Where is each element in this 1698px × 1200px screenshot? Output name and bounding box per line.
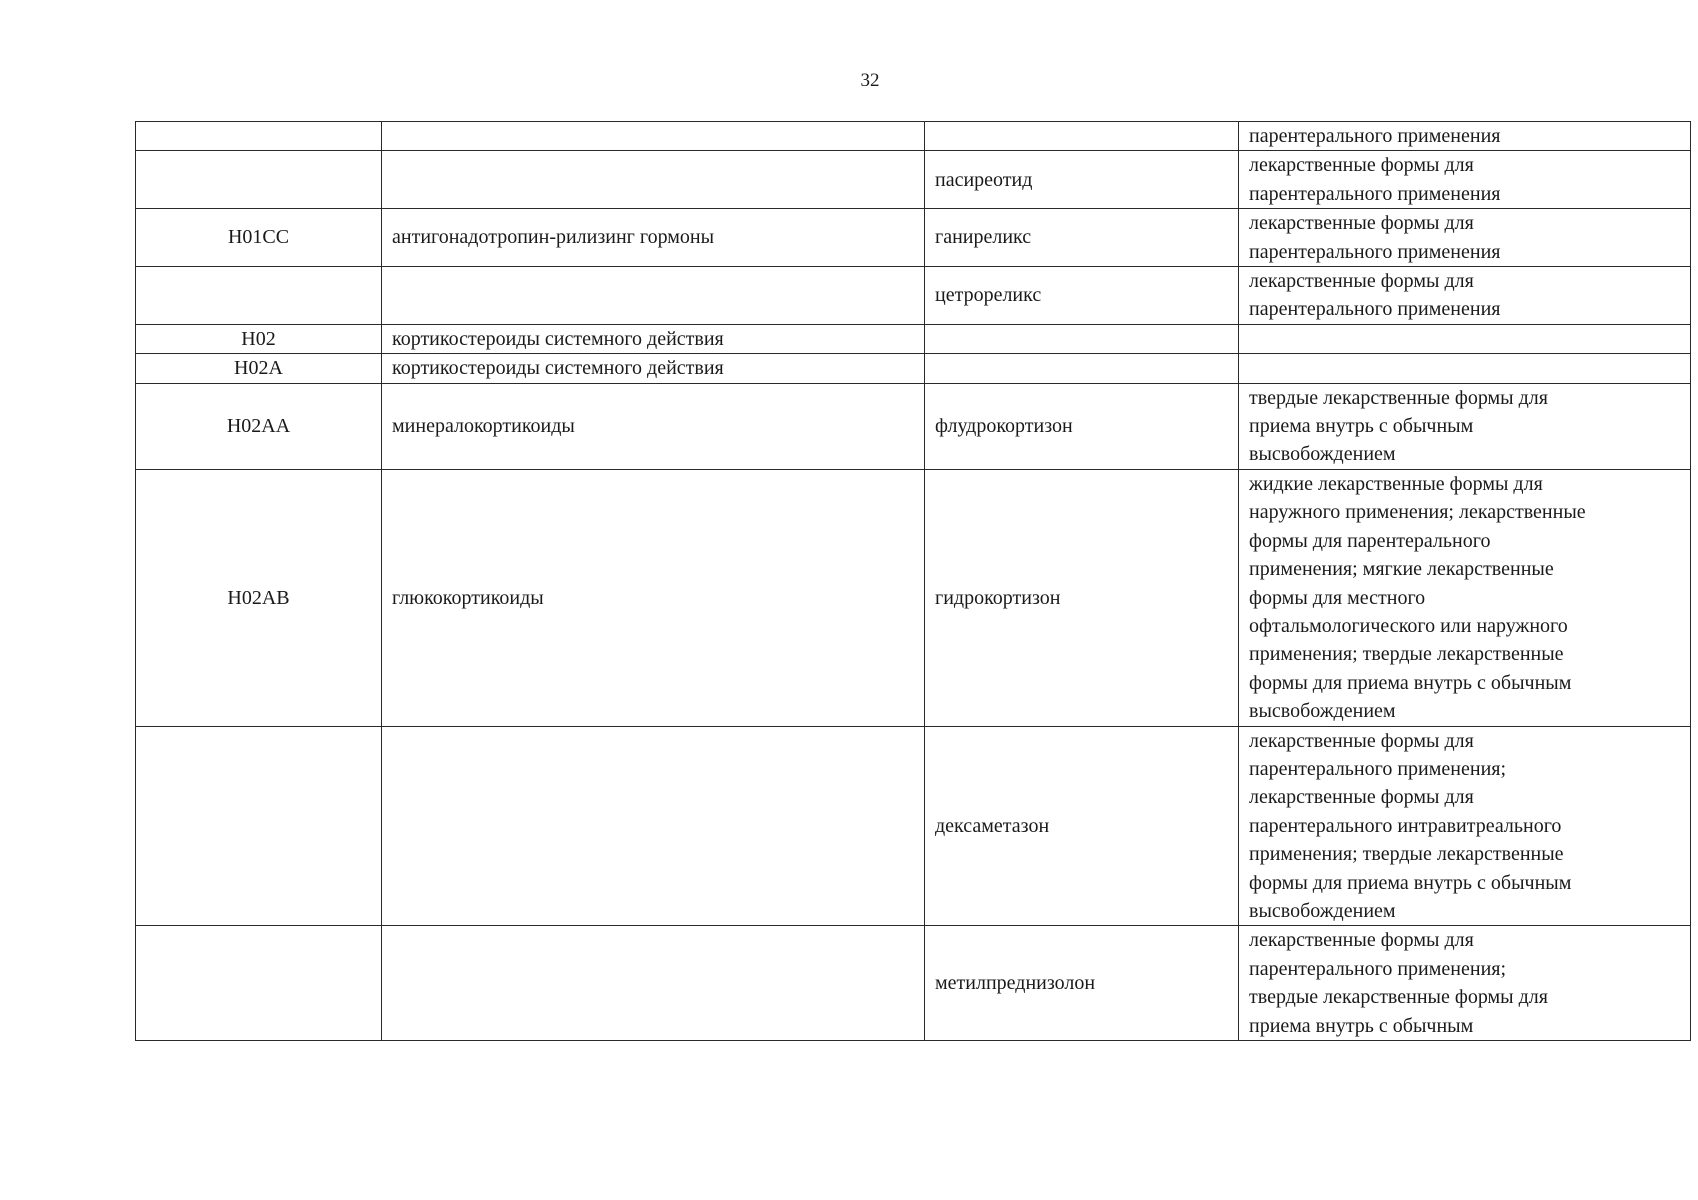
group-name-cell: кортикостероиды системного действия — [382, 354, 925, 383]
dosage-form-cell: лекарственные формы для парентерального применения — [1239, 209, 1691, 267]
drug-name-cell: пасиреотид — [925, 151, 1239, 209]
drug-name-cell — [925, 354, 1239, 383]
drug-table — [135, 121, 1691, 1041]
drug-name-cell: ганиреликс — [925, 209, 1239, 267]
drug-name-cell: дексаметазон — [925, 726, 1239, 926]
group-name-cell: кортикостероиды системного действия — [382, 324, 925, 353]
drug-name-cell: гидрокортизон — [925, 469, 1239, 726]
table-row — [136, 151, 1691, 209]
atc-code-cell — [136, 122, 382, 151]
atc-code-cell: H02AA — [136, 383, 382, 469]
page-number: 32 — [860, 70, 880, 91]
group-name-cell — [382, 926, 925, 1041]
drug-name-cell: флудрокортизон — [925, 383, 1239, 469]
atc-code-cell: H01CC — [136, 209, 382, 267]
table-row — [136, 383, 1691, 469]
group-name-cell: антигонадотропин-рилизинг гормоны — [382, 209, 925, 267]
dosage-form-cell — [1239, 324, 1691, 353]
dosage-form-cell: лекарственные формы для парентерального применения; твердые лекарственные формы для приема внутрь с обычным — [1239, 926, 1691, 1041]
table-row — [136, 469, 1691, 726]
atc-code-cell — [136, 726, 382, 926]
drug-name-cell — [925, 122, 1239, 151]
dosage-form-cell — [1239, 354, 1691, 383]
group-name-cell: глюкокортикоиды — [382, 469, 925, 726]
table-row — [136, 354, 1691, 383]
dosage-form-cell: лекарственные формы для парентерального применения — [1239, 151, 1691, 209]
table-row — [136, 726, 1691, 926]
dosage-form-cell: жидкие лекарственные формы для наружного применения; лекарственные формы для парентерального применения; мягкие лекарственные формы для местного офтальмологического или наружного применения; твердые лекарственные формы для приема внутрь с обычным высвобождением — [1239, 469, 1691, 726]
group-name-cell: минералокортикоиды — [382, 383, 925, 469]
group-name-cell — [382, 726, 925, 926]
atc-code-cell — [136, 267, 382, 325]
table-row — [136, 324, 1691, 353]
drug-name-cell: цетрореликс — [925, 267, 1239, 325]
table-row — [136, 122, 1691, 151]
dosage-form-cell: лекарственные формы для парентерального применения — [1239, 267, 1691, 325]
dosage-form-cell: парентерального применения — [1239, 122, 1691, 151]
table-row — [136, 926, 1691, 1041]
dosage-form-cell: лекарственные формы для парентерального применения; лекарственные формы для парентерального интравитреального применения; твердые лекарственные формы для приема внутрь с обычным высвобождением — [1239, 726, 1691, 926]
group-name-cell — [382, 122, 925, 151]
drug-name-cell: метилпреднизолон — [925, 926, 1239, 1041]
atc-code-cell: H02A — [136, 354, 382, 383]
group-name-cell — [382, 151, 925, 209]
table-row — [136, 267, 1691, 325]
atc-code-cell: H02AB — [136, 469, 382, 726]
dosage-form-cell: твердые лекарственные формы для приема внутрь с обычным высвобождением — [1239, 383, 1691, 469]
atc-code-cell — [136, 926, 382, 1041]
atc-code-cell: H02 — [136, 324, 382, 353]
table-row — [136, 209, 1691, 267]
group-name-cell — [382, 267, 925, 325]
atc-code-cell — [136, 151, 382, 209]
drug-name-cell — [925, 324, 1239, 353]
